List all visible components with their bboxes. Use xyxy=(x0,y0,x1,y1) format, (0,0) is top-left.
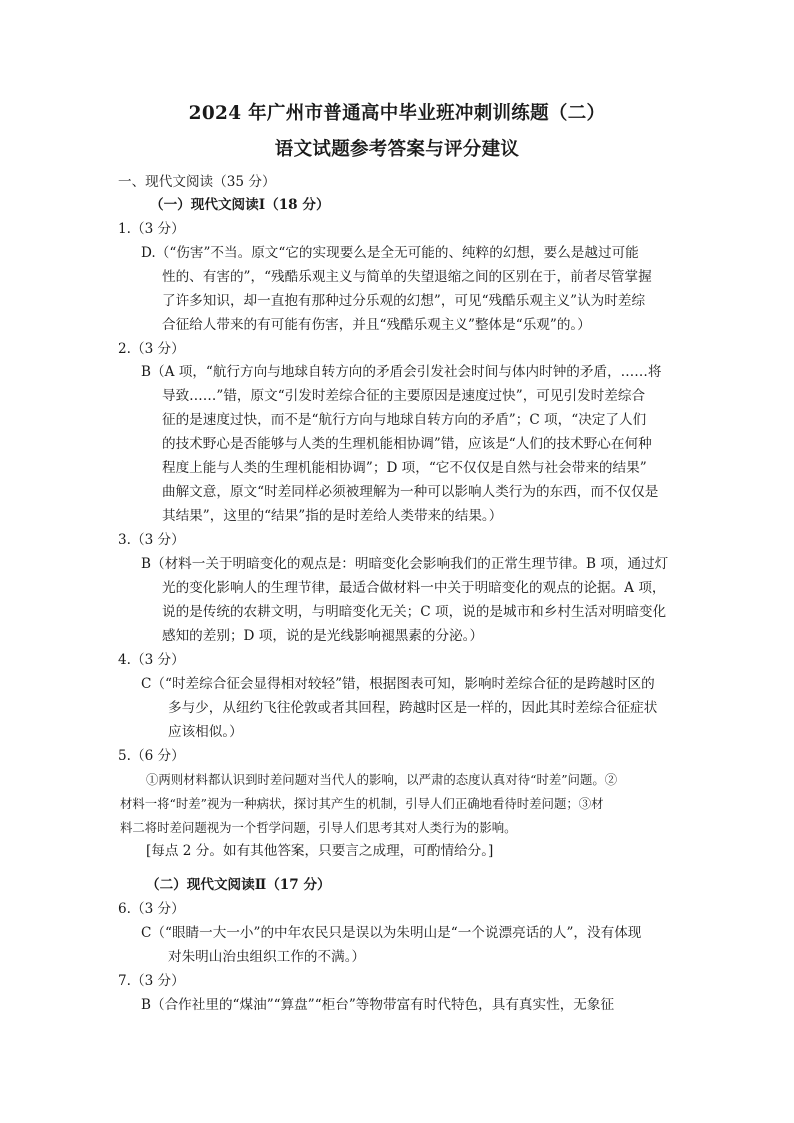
question-number-1: 1.（3 分） xyxy=(118,221,185,237)
question-number-2: 2.（3 分） xyxy=(118,341,185,357)
answer-line: C（“眼睛一大一小”的中年农民只是误以为朱明山是“一个说漂亮话的人”，没有体现 xyxy=(141,925,642,941)
question-number-3: 3.（3 分） xyxy=(118,532,185,548)
answer-line: 应该相似。） xyxy=(168,724,243,740)
question-number-7: 7.（3 分） xyxy=(118,973,185,989)
answer-line: B（合作社里的“煤油”“算盘”“柜台”等物带富有时代特色，具有真实性，无象征 xyxy=(141,997,615,1013)
answer-line: D.（“伤害”不当。原文“它的实现要么是全无可能的、纯粹的幻想，要么是越过可能 xyxy=(141,245,639,261)
question-number-6: 6.（3 分） xyxy=(118,901,185,917)
answer-line: 合征给人带来的有可能有伤害，并且“残酷乐观主义”整体是“乐观”的。） xyxy=(162,317,591,333)
question-number-4: 4.（3 分） xyxy=(118,652,185,668)
answer-line: 多与少，从纽约飞往伦敦或者其回程，跨越时区是一样的，因此其时差综合征症状 xyxy=(168,700,658,716)
answer-line: 了许多知识，却一直抱有那种过分乐观的幻想”，可见“残酷乐观主义”认为时差综 xyxy=(162,293,646,309)
page-title: 2024 年广州市普通高中毕业班冲刺训练题（二） xyxy=(188,103,606,124)
scoring-note: [每点 2 分。如有其他答案，只要言之成理，可酌情给分。] xyxy=(146,843,494,859)
answer-line: 其结果”，这里的“结果”指的是时差给人类带来的结果。） xyxy=(162,508,503,524)
answer-line: 说的是传统的农耕文明，与明暗变化无关；C 项，说的是城市和乡村生活对明暗变化 xyxy=(162,604,667,620)
page-subtitle: 语文试题参考答案与评分建议 xyxy=(274,139,520,160)
question-number-5: 5.（6 分） xyxy=(118,748,185,764)
answer-line: 性的、有害的”，“残酷乐观主义与简单的失望退缩之间的区别在于，前者尽管掌握 xyxy=(162,269,652,285)
answer-line: 曲解文意，原文“时差同样必须被理解为一种可以影响人类行为的东西，而不仅仅是 xyxy=(162,484,659,500)
answer-line: 导致……”错，原文“引发时差综合征的主要原因是速度过快”，可见引发时差综合 xyxy=(162,388,646,404)
answer-line: ①两则材料都认识到时差问题对当代人的影响，以严肃的态度认真对待“时差”问题。② xyxy=(146,772,618,787)
answer-line: B（A 项，“航行方向与地球自转方向的矛盾会引发社会时间与体内时钟的矛盾，……将 xyxy=(141,364,662,380)
answer-line: B（材料一关于明暗变化的观点是：明暗变化会影响我们的正常生理节律。B 项，通过灯 xyxy=(141,556,669,572)
section-heading-1: 一、现代文阅读（35 分） xyxy=(118,174,276,190)
answer-line: 征的是速度过快，而不是“航行方向与地球自转方向的矛盾”；C 项，“决定了人们 xyxy=(162,412,647,428)
answer-line: 料二将时差问题视为一个哲学问题，引导人们思考其对人类行为的影响。 xyxy=(120,820,517,835)
answer-line: 光的变化影响人的生理节律，最适合做材料一中关于明暗变化的观点的论据。A 项， xyxy=(162,580,666,596)
answer-line: 程度上能与人类的生理机能相协调”；D 项，“它不仅仅是自然与社会带来的结果” xyxy=(162,460,647,476)
subsection-heading-1: （一）现代文阅读Ⅰ（18 分） xyxy=(150,197,330,213)
answer-line: 的技术野心是否能够与人类的生理机能相协调”错，应该是“人们的技术野心在何种 xyxy=(162,436,652,452)
answer-line: 材料一将“时差”视为一种病状，探讨其产生的机制，引导人们正确地看待时差问题；③材 xyxy=(120,796,604,811)
answer-line: 感知的差别；D 项，说的是光线影响褪黑素的分泌。） xyxy=(162,628,484,644)
answer-line: C（“时差综合征会显得相对较轻”错，根据图表可知，影响时差综合征的是跨越时区的 xyxy=(141,676,655,692)
answer-line: 对朱明山治虫组织工作的不满。） xyxy=(168,949,366,965)
subsection-heading-2: （二）现代文阅读Ⅱ（17 分） xyxy=(146,877,331,893)
